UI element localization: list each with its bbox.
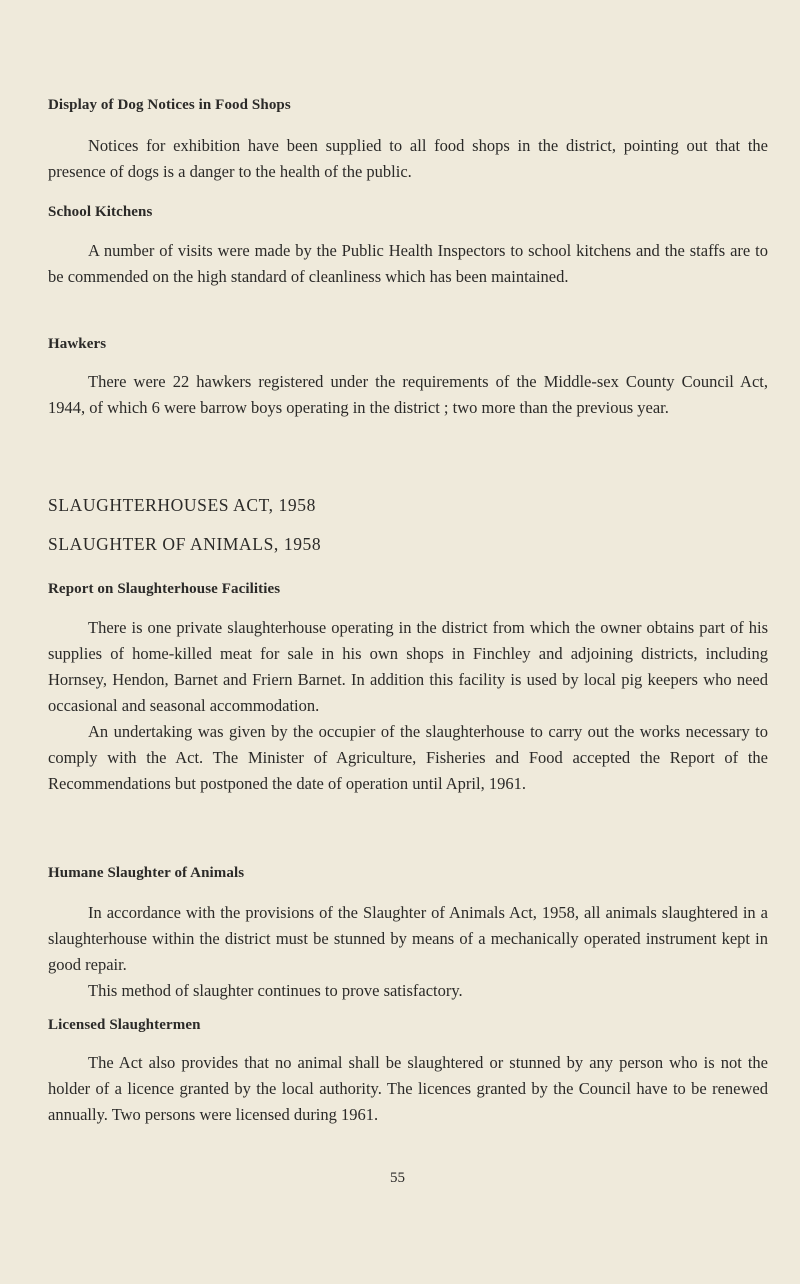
paragraph-slaughterhouse-facilities-2: An undertaking was given by the occupier of the slaughterhouse to carry out the works necessary to comply with the Act. The Minister of Agriculture, Fisheries and Food accepted the Report of the Recommendations but postponed the date of operation until April, 1961.	[48, 722, 768, 793]
heading-humane-slaughter: Humane Slaughter of Animals	[48, 865, 245, 881]
heading-slaughterhouses-act: SLAUGHTERHOUSES ACT, 1958	[48, 495, 316, 515]
paragraph-dog-notices: Notices for exhibition have been supplied to all food shops in the district, pointing out that the presence of dogs is a danger to the health of the public.	[48, 136, 768, 181]
heading-slaughter-of-animals: SLAUGHTER OF ANIMALS, 1958	[48, 534, 322, 554]
paragraph-hawkers: There were 22 hawkers registered under the requirements of the Middle-sex County Council Act, 1944, of which 6 were barrow boys operating in the district ; two more than the previous year.	[48, 372, 768, 417]
paragraph-humane-slaughter-1: In accordance with the provisions of the Slaughter of Animals Act, 1958, all animals slaughtered in a slaughterhouse within the district must be stunned by means of a mechanically operated instrument kept in good repair.	[48, 903, 768, 974]
paragraph-humane-slaughter-2: This method of slaughter continues to prove satisfactory.	[88, 981, 463, 1000]
heading-licensed-slaughtermen: Licensed Slaughtermen	[48, 1017, 201, 1033]
heading-dog-notices: Display of Dog Notices in Food Shops	[48, 97, 291, 113]
paragraph-slaughterhouse-facilities-1: There is one private slaughterhouse operating in the district from which the owner obtains part of his supplies of home-killed meat for sale in his own shops in Finchley and adjoining districts, including Hornsey, Hendon, Barnet and Friern Barnet. In addition this facility is used by local pig keepers who need occasional and seasonal accommodation.	[48, 618, 768, 715]
heading-school-kitchens: School Kitchens	[48, 204, 153, 220]
paragraph-school-kitchens: A number of visits were made by the Public Health Inspectors to school kitchens and the staffs are to be commended on the high standard of cleanliness which has been maintained.	[48, 241, 768, 286]
page-number: 55	[390, 1170, 405, 1186]
heading-slaughterhouse-facilities: Report on Slaughterhouse Facilities	[48, 581, 281, 597]
paragraph-licensed-slaughtermen: The Act also provides that no animal shall be slaughtered or stunned by any person who is not the holder of a licence granted by the local authority. The licences granted by the Council have to be renewed annually. Two persons were licensed during 1961.	[48, 1053, 768, 1124]
heading-hawkers: Hawkers	[48, 336, 107, 352]
